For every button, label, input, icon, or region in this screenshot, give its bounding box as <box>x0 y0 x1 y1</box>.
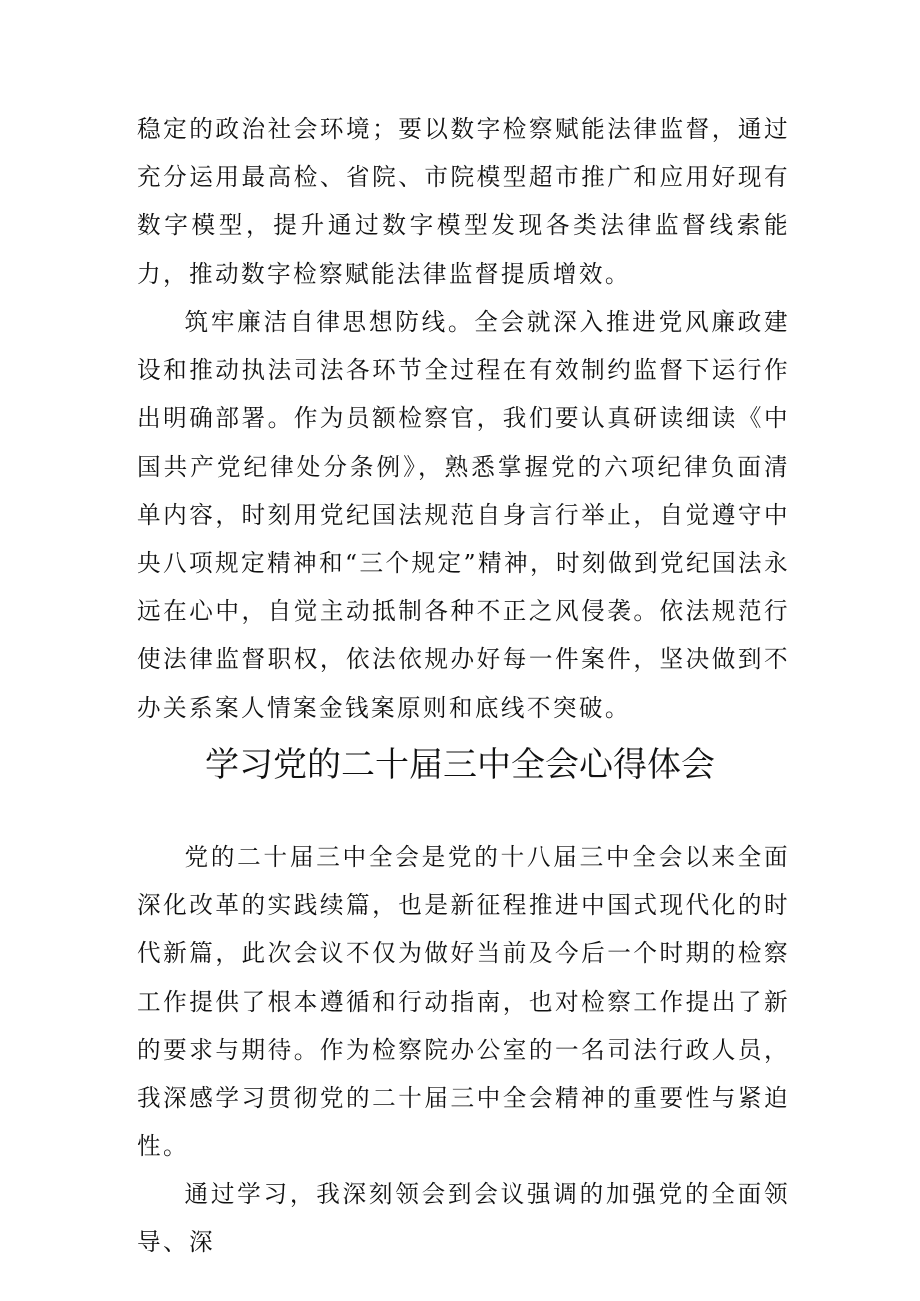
section-title: 学习党的二十届三中全会心得体会 <box>205 745 715 785</box>
paragraph-intro: 党的二十届三中全会是党的十八届三中全会以来全面深化改革的实践续篇，也是新征程推进中国式现代化的时代新篇，此次会议不仅为做好当前及今后一个时期的检察工作提供了根本遵循和行动指南，也对检察工作提出了新的要求与期待。作为检察院办公室的一名司法行政人员，我深感学习贯彻党的二十届三中全会精神的重要性与紧迫性。 <box>137 843 790 1161</box>
paragraph-integrity: 筑牢廉洁自律思想防线。全会就深入推进党风廉政建设和推动执法司法各环节全过程在有效制约监督下运行作出明确部署。作为员额检察官，我们要认真研读细读《中国共产党纪律处分条例》，熟悉掌握党的六项纪律负面清单内容，时刻用党纪国法规范自身言行举止，自觉遵守中央八项规定精神和“三个规定”精神，时刻做到党纪国法永远在心中，自觉主动抵制各种不正之风侵袭。依法规范行使法律监督职权，依法依规办好每一件案件，坚决做到不办关系案人情案金钱案原则和底线不突破。 <box>137 308 790 722</box>
paragraph-continuation: 稳定的政治社会环境；要以数字检察赋能法律监督，通过充分运用最高检、省院、市院模型超市推广和应用好现有数字模型，提升通过数字模型发现各类法律监督线索能力，推动数字检察赋能法律监督提质增效。 <box>137 115 790 288</box>
paragraph-study: 通过学习，我深刻领会到会议强调的加强党的全面领导、深 <box>137 1180 790 1257</box>
